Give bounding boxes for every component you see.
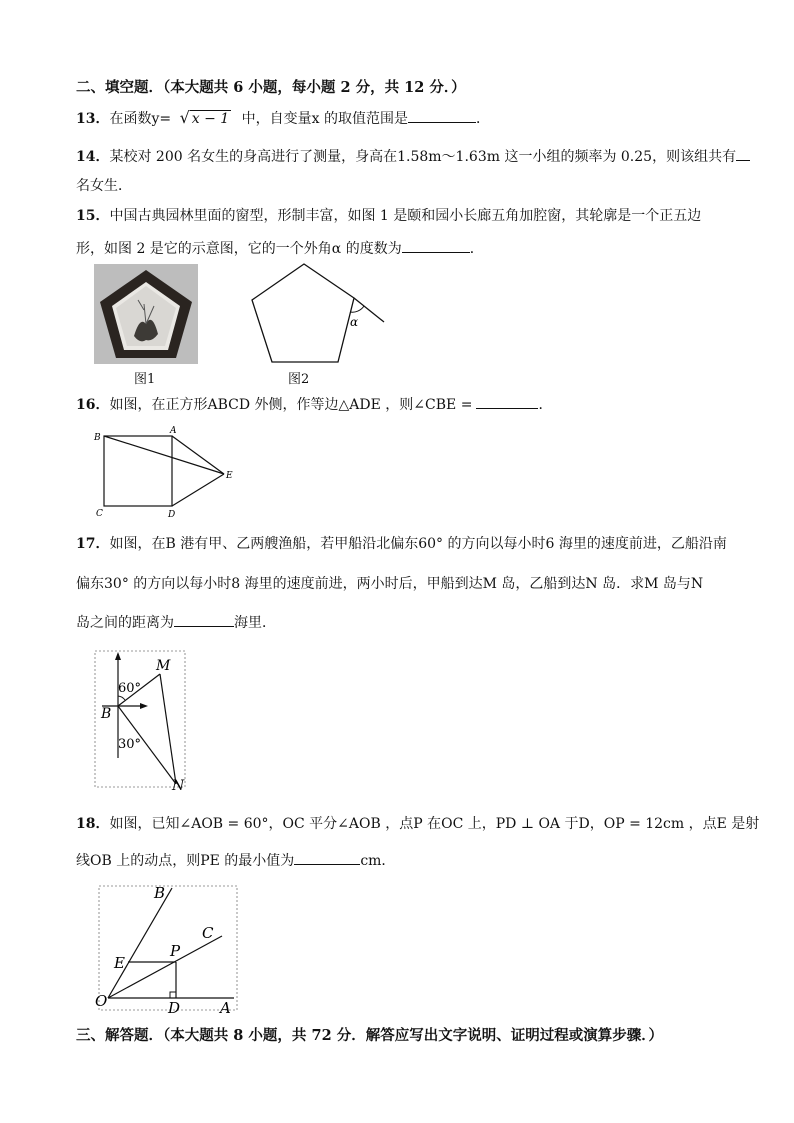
window-photo-image bbox=[94, 264, 198, 364]
label-d: D bbox=[168, 999, 181, 1014]
label-e: E bbox=[114, 954, 125, 972]
q17-line1: 如图，在B 港有甲、乙两艘渔船，若甲船沿北偏东60° 的方向以每小时6 海里的速度前进，乙船沿南 bbox=[109, 536, 727, 552]
square-triangle-diagram bbox=[92, 424, 242, 520]
angle-30-label: 30° bbox=[118, 737, 142, 752]
q14-line1: 某校对 200 名女生的身高进行了测量，身高在1.58m～1.63m 这一小组的频率为 0.25，则该组共有 bbox=[109, 149, 737, 165]
angle-bisector-diagram bbox=[94, 882, 240, 1014]
q14-line2: 名女生． bbox=[76, 178, 132, 194]
question-number: 14． bbox=[76, 149, 110, 165]
label-c: C bbox=[96, 509, 103, 519]
pentagon-diagram bbox=[246, 260, 388, 368]
angle-60-label: 60° bbox=[118, 681, 142, 696]
label-m: M bbox=[156, 658, 171, 674]
figure-1-caption: 图1 bbox=[134, 372, 156, 387]
answer-blank bbox=[402, 238, 470, 253]
q18-line1: 如图，已知∠AOB = 60°，OC 平分∠AOB ，点P 在OC 上，PD ⊥ OA 于D，OP = 12cm ，点E 是射 bbox=[109, 816, 760, 832]
answer-blank bbox=[736, 146, 750, 161]
question-14 bbox=[76, 146, 750, 167]
question-number: 13． bbox=[76, 111, 110, 127]
question-16 bbox=[76, 394, 552, 415]
q16-end: ． bbox=[538, 397, 553, 413]
alpha-label: α bbox=[350, 315, 359, 329]
label-b: B bbox=[154, 884, 166, 902]
answer-blank bbox=[408, 108, 476, 123]
q17-line3-row bbox=[76, 612, 276, 633]
question-18 bbox=[76, 814, 759, 834]
square-triangle-figure bbox=[92, 424, 242, 520]
label-p: P bbox=[170, 942, 181, 960]
q17-line2: 偏东30° 的方向以每小时8 海里的速度前进，两小时后，甲船到达M 岛，乙船到达N 岛．求M 岛与N bbox=[76, 576, 704, 592]
figure-2-caption: 图2 bbox=[288, 372, 310, 387]
angle-bisector-figure bbox=[94, 882, 240, 1014]
question-number: 16． bbox=[76, 397, 110, 413]
q16-text: 如图，在正方形ABCD 外侧，作等边△ADE ，则∠CBE = bbox=[109, 397, 473, 413]
pentagon-figure bbox=[246, 260, 388, 368]
question-17 bbox=[76, 534, 727, 554]
q18-line2a: 线OB 上的动点，则PE 的最小值为 bbox=[76, 853, 295, 869]
q18-line2-row bbox=[76, 850, 395, 871]
question-number: 17． bbox=[76, 536, 110, 552]
section-2-heading: 二、填空题．（本大题共 6 小题，每小题 2 分，共 12 分．） bbox=[76, 79, 466, 96]
sqrt-icon: √ bbox=[179, 108, 190, 127]
label-o: O bbox=[95, 992, 108, 1010]
q17-line3b: 海里． bbox=[234, 615, 276, 631]
q13-end: ． bbox=[476, 111, 491, 127]
answer-blank bbox=[174, 612, 234, 627]
label-e: E bbox=[226, 471, 233, 481]
q17-line3a: 岛之间的距离为 bbox=[76, 615, 174, 631]
section-3-heading: 三、解答题．（本大题共 8 小题，共 72 分．解答应写出文字说明、证明过程或演算步骤．） bbox=[76, 1027, 663, 1044]
label-b: B bbox=[101, 706, 112, 722]
label-c: C bbox=[202, 924, 214, 942]
label-a: A bbox=[220, 999, 231, 1014]
label-d: D bbox=[168, 510, 176, 520]
question-15 bbox=[76, 206, 701, 226]
label-b: B bbox=[94, 433, 101, 443]
q15-line1: 中国古典园林里面的窗型，形制丰富，如图 1 是颐和园小长廊五角加腔窗，其轮廓是一个正五边 bbox=[109, 208, 702, 224]
q15-line2-row bbox=[76, 238, 484, 259]
answer-blank bbox=[294, 850, 360, 865]
q15-end: ． bbox=[469, 241, 484, 257]
q13-text-a: 在函数y= bbox=[109, 111, 172, 127]
answer-blank bbox=[476, 394, 538, 409]
radical-expression bbox=[180, 108, 232, 129]
label-n: N bbox=[172, 778, 185, 790]
navigation-diagram bbox=[94, 650, 188, 790]
question-number: 15． bbox=[76, 208, 110, 224]
question-number: 18． bbox=[76, 816, 110, 832]
q13-text-b: 中，自变量x 的取值范围是 bbox=[241, 111, 409, 127]
window-photo bbox=[94, 264, 198, 364]
q15-line2: 形，如图 2 是它的示意图，它的一个外角α 的度数为 bbox=[76, 241, 402, 257]
q18-line2b: cm． bbox=[360, 853, 396, 869]
question-13 bbox=[76, 108, 490, 129]
radicand: x − 1 bbox=[191, 111, 230, 127]
navigation-figure bbox=[94, 650, 188, 790]
label-a: A bbox=[170, 426, 177, 436]
